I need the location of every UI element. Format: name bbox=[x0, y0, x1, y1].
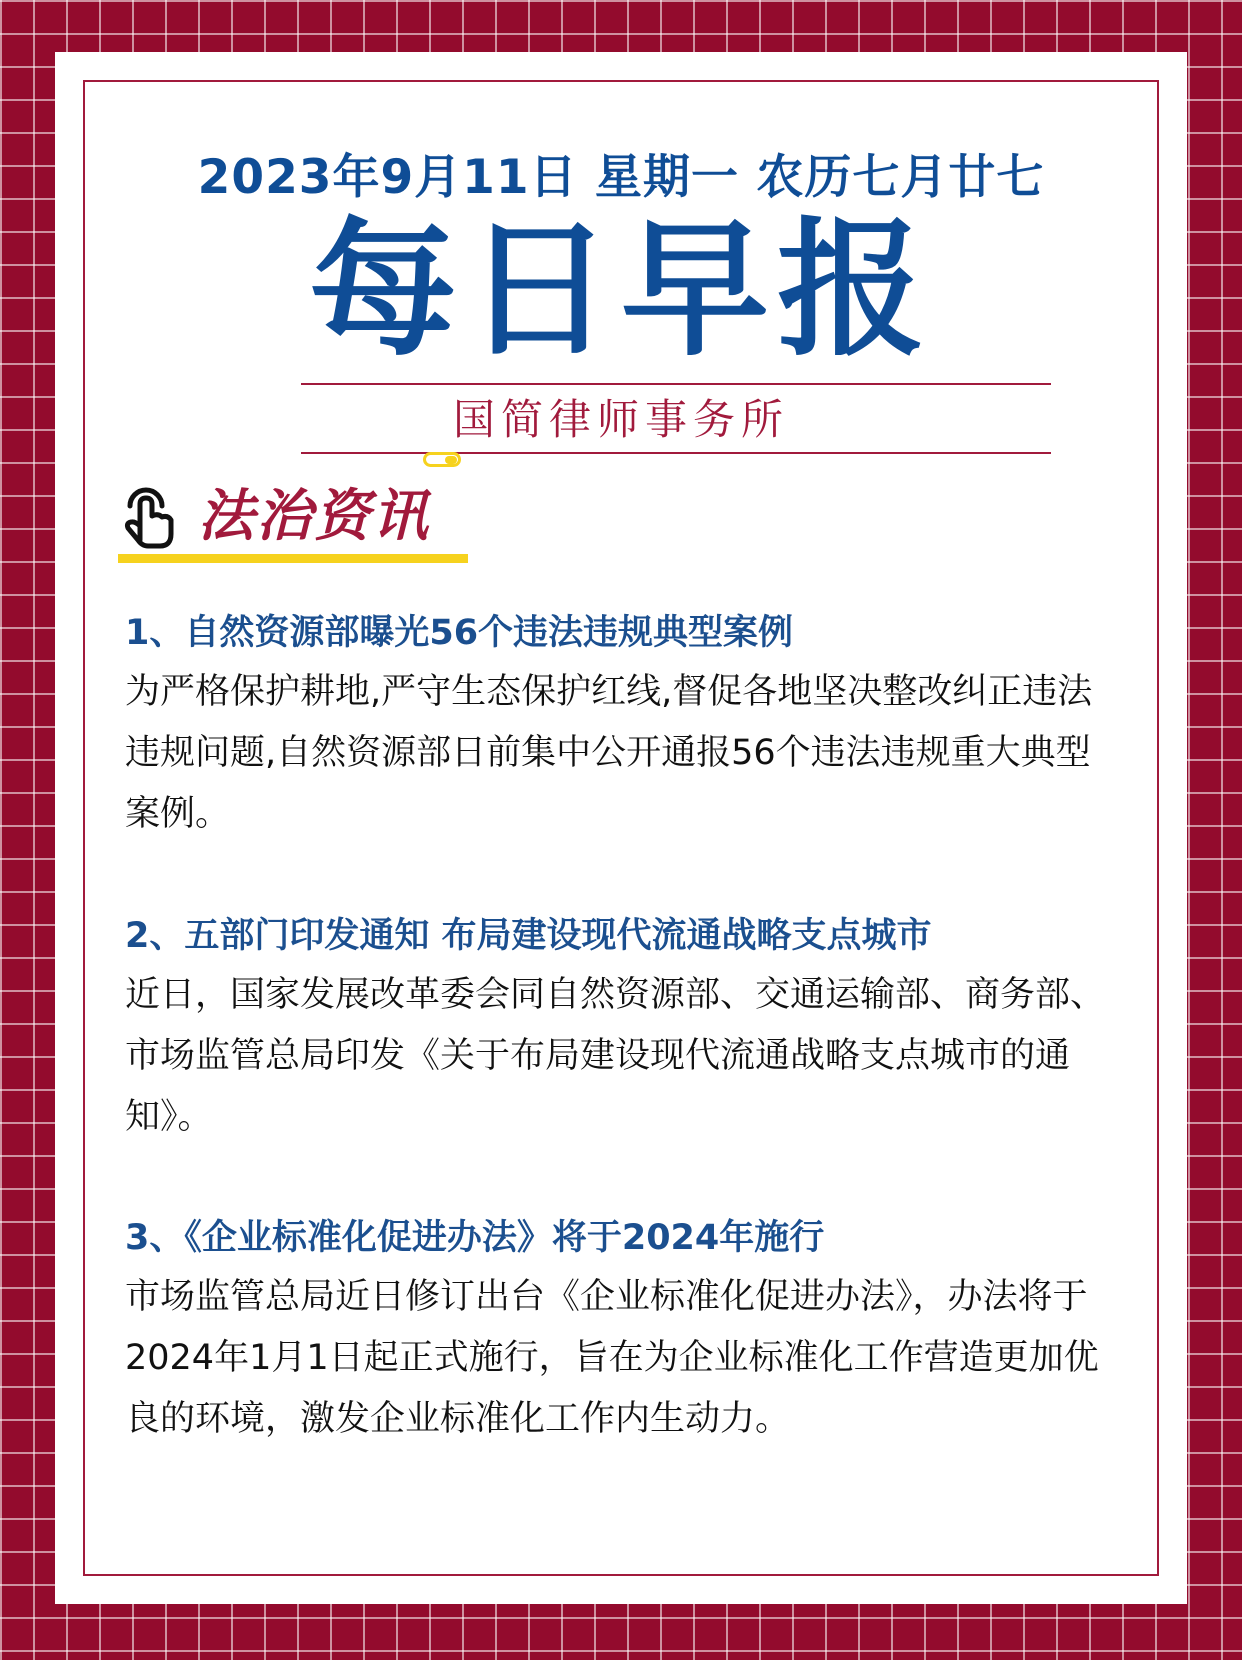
pointing-hand-icon bbox=[118, 484, 178, 550]
news-headline: 2、五部门印发通知 布局建设现代流通战略支点城市 bbox=[125, 916, 932, 956]
news-body: 市场监管总局近日修订出台《企业标准化促进办法》，办法将于2024年1月1日起正式施行，旨在为企业标准化工作营造更加优良的环境，激发企业标准化工作内生动力。 bbox=[125, 1277, 1099, 1439]
section-underline bbox=[118, 554, 468, 563]
news-body: 近日，国家发展改革委会同自然资源部、交通运输部、商务部、市场监管总局印发《关于布局建设现代流通战略支点城市的通知》。 bbox=[125, 975, 1106, 1137]
toggle-pill-decoration bbox=[423, 452, 461, 467]
news-item bbox=[125, 608, 1120, 845]
date-line: 2023年9月11日 星期一 农历七月廿七 bbox=[197, 150, 1045, 205]
news-headline: 1、自然资源部曝光56个违法违规典型案例 bbox=[125, 613, 794, 653]
news-headline: 3、《企业标准化促进办法》将于2024年施行 bbox=[125, 1218, 825, 1258]
news-item bbox=[125, 911, 1120, 1148]
section-title: 法治资讯 bbox=[198, 484, 430, 549]
divider-top bbox=[301, 383, 1051, 385]
news-item bbox=[125, 1213, 1120, 1450]
section-heading bbox=[118, 452, 468, 572]
page-title: 每日早报 bbox=[309, 204, 933, 376]
firm-name: 国简律师事务所 bbox=[452, 395, 789, 444]
news-body: 为严格保护耕地,严守生态保护红线,督促各地坚决整改纠正违法违规问题,自然资源部日前集中公开通报56个违法违规重大典型案例。 bbox=[125, 672, 1093, 834]
